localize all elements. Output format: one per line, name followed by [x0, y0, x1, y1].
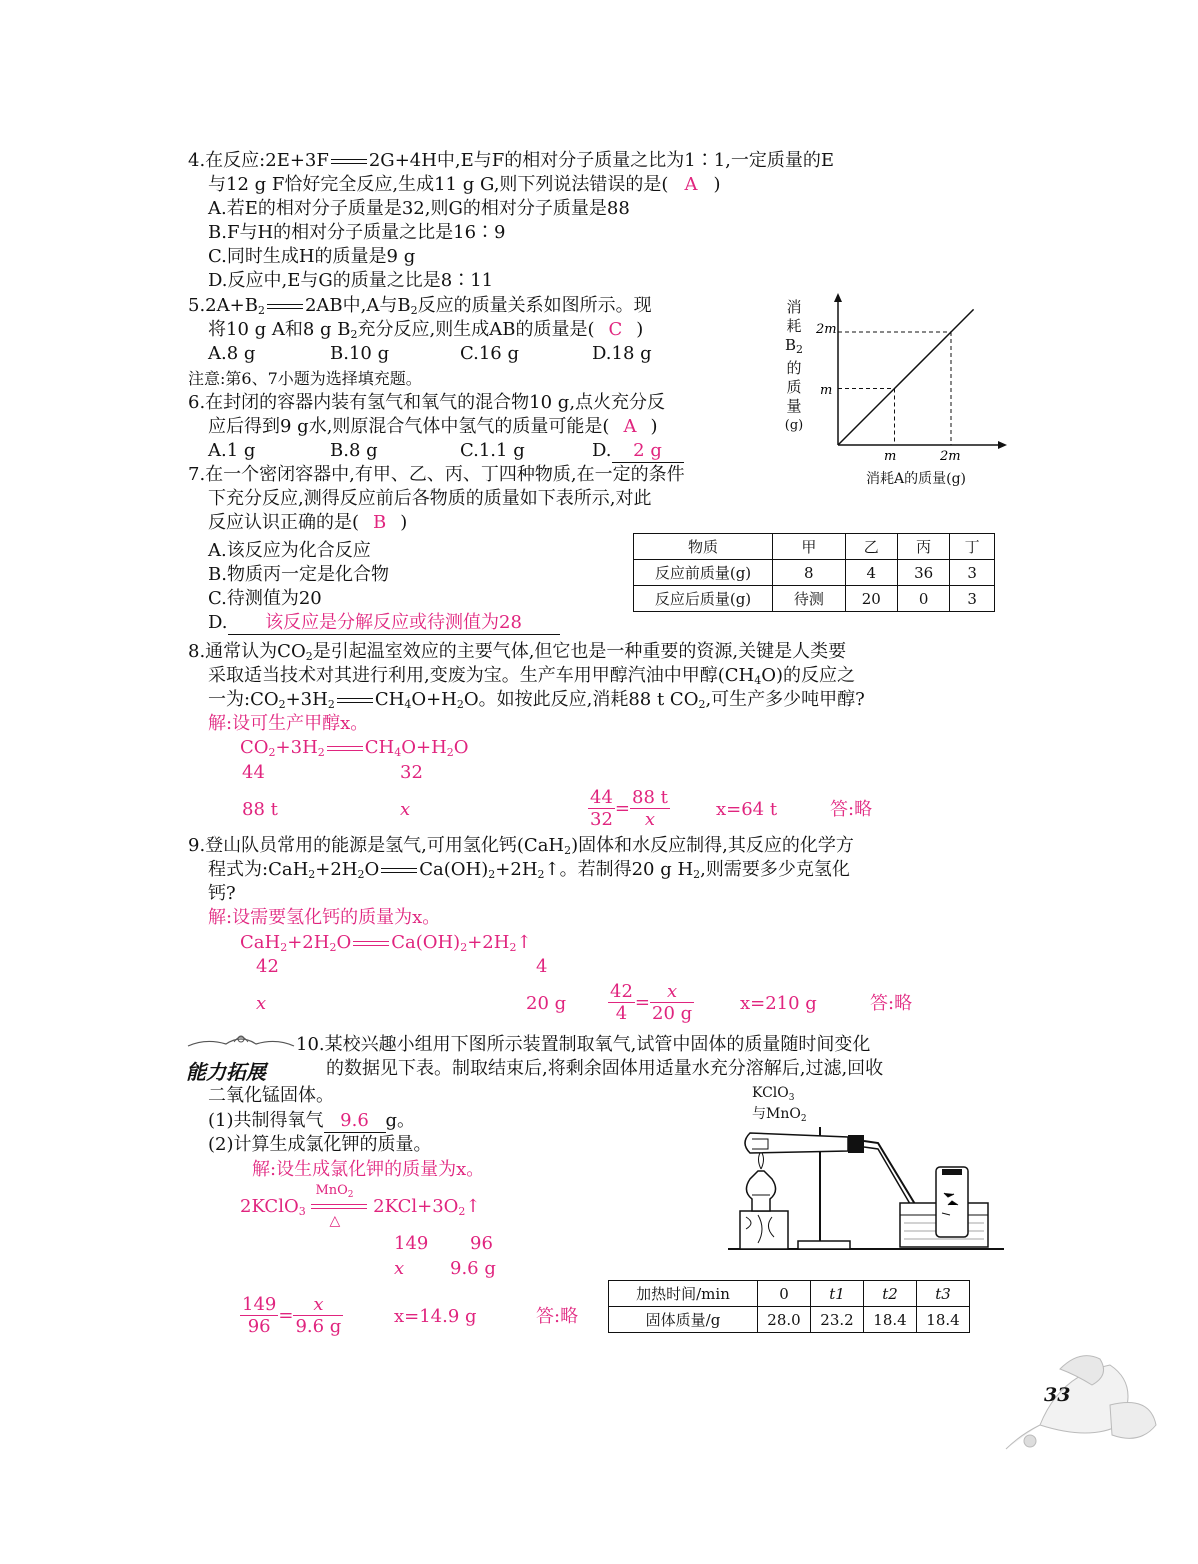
table-row: 物质 甲 乙 丙 丁	[634, 534, 995, 560]
page-number: 33	[1044, 1384, 1071, 1406]
q9-value-2: 20 g	[526, 993, 567, 1014]
q5-options: A.8 g B.10 g C.16 g D.18 g	[208, 343, 652, 364]
q10-result: x=14.9 g	[394, 1306, 477, 1327]
q10-solution-intro: 解:设生成氯化钾的质量为x。	[252, 1159, 485, 1180]
q4-answer: A	[684, 174, 698, 195]
q7-option-b: B.物质丙一定是化合物	[208, 564, 389, 585]
y-axis-label: 消 耗 $B_2$ 的 质 量 (g)	[784, 298, 804, 433]
q7-line1: 7.在一个密闭容器中,有甲、乙、丙、丁四种物质,在一定的条件	[188, 464, 685, 485]
mass-graph-svg	[780, 290, 1010, 490]
q4-option-c: C.同时生成H的质量是9 g	[208, 246, 416, 267]
q10-line3: 二氧化锰固体。	[208, 1085, 334, 1106]
x-axis-arrow	[998, 441, 1007, 449]
bell-decoration-icon	[1000, 1345, 1160, 1455]
y-tick-2m: 2m	[816, 322, 837, 337]
q4-option-d: D.反应中,E与G的质量之比是8∶11	[208, 270, 494, 291]
q9-value-1: x	[256, 993, 267, 1014]
q7-table	[633, 533, 995, 612]
q6-answer: A	[623, 416, 637, 437]
q10-proportion: $\frac{149}{96}$ = $\frac{x}{9.6 g}$	[242, 1294, 342, 1337]
q4-line2: 与12 g F恰好完全反应,生成11 g G,则下列说法错误的是( A )	[208, 174, 721, 195]
q8-answer: 答:略	[830, 799, 873, 820]
q8-value-2: x	[400, 799, 411, 820]
q6-options: A.1 g B.8 g C.1.1 g D. 2 g	[208, 440, 684, 463]
table-row: 反应后质量(g) 待测 20 0 3	[634, 586, 995, 612]
q5-line1: $5.2A+B_2$ 2AB中,A与$B_2$反应的质量关系如图所示。现	[188, 295, 652, 317]
q8-line3: 一为$:CO_2+3H_2$ $CH_4O+H_2O$。如按此反应,消耗88 t $CO_2$,可生产多少吨甲醇?	[208, 689, 865, 711]
q10-value-2: 9.6 g	[450, 1258, 496, 1279]
q4-option-b: B.F与H的相对分子质量之比是16∶9	[208, 222, 506, 243]
q8-result: x=64 t	[716, 799, 778, 820]
q9-line1: 9.登山队员常用的能源是氢气,可用氢化钙(CaH$_2$)固体和水反应制得,其反应的化学方	[188, 835, 854, 857]
q10-molar-2: 96	[470, 1233, 493, 1254]
q9-answer: 答:略	[870, 993, 913, 1014]
mass-graph	[780, 290, 1010, 490]
y-axis-arrow	[834, 293, 842, 302]
q7-option-a: A.该反应为化合反应	[208, 540, 371, 561]
series-line	[838, 309, 974, 445]
table-row: 加热时间/min 0 t1 t2 t3	[609, 1281, 970, 1307]
note: 注意:第6、7小题为选择填充题。	[188, 369, 422, 388]
x-tick-m: m	[884, 449, 897, 464]
q8-molar-2: 32	[400, 762, 423, 783]
q4-line1: 4.在反应:2E+3F 2G+4H中,E与F的相对分子质量之比为1∶1,一定质量的E	[188, 150, 835, 171]
q7-line2: 下充分反应,测得反应前后各物质的质量如下表所示,对此	[208, 488, 652, 509]
apparatus-label: KClO$_3$ 与MnO$_2$	[752, 1085, 807, 1124]
q5-answer: C	[608, 319, 623, 340]
q8-molar-1: 44	[242, 762, 265, 783]
q10-value-1: x	[394, 1258, 405, 1279]
q9-result: x=210 g	[740, 993, 817, 1014]
q10-table	[608, 1280, 970, 1333]
q8-equation: $CO_2+3H_2$ $CH_4O+H_2O$	[240, 737, 469, 759]
q9-line3: 钙?	[208, 883, 236, 904]
q4-option-a: A.若E的相对分子质量是32,则G的相对分子质量是88	[208, 198, 630, 219]
q10-answer: 答:略	[536, 1306, 579, 1327]
q8-line2: 采取适当技术对其进行利用,变废为宝。生产车用甲醇汽油中甲醇$(CH_4O)$的反应之	[208, 665, 855, 687]
q7-option-d: D. 该反应是分解反应或待测值为28	[208, 612, 560, 635]
section-ornament-icon	[186, 1030, 296, 1054]
q10-line1: 10.某校兴趣小组用下图所示装置制取氧气,试管中固体的质量随时间变化	[296, 1034, 871, 1055]
oxygen-apparatus-icon	[728, 1115, 1008, 1255]
q9-proportion: $\frac{42}{4}$ = $\frac{x}{20 g}$	[610, 981, 693, 1024]
section-title: 能力拓展	[186, 1060, 266, 1084]
q9-molar-2: 4	[536, 956, 548, 977]
q8-line1: 8.通常认为$CO_2$是引起温室效应的主要气体,但它也是一种重要的资源,关键是人类要	[188, 641, 847, 663]
q10-part1: (1)共制得氧气 9.6 g。	[208, 1110, 416, 1131]
table-row: 固体质量/g 28.0 23.2 18.4 18.4	[609, 1307, 970, 1333]
table-row: 反应前质量(g) 8 4 36 3	[634, 560, 995, 586]
x-tick-2m: 2m	[940, 449, 961, 464]
q6-line2: 应后得到9 g水,则原混合气体中氢气的质量可能是( A )	[208, 416, 658, 437]
q9-line2: 程式为$:CaH_2+2H_2O$ $Ca(OH)_2+2H_2↑$。若制得20 g $H_2$,则需要多少克氢化	[208, 859, 850, 881]
q6-line1: 6.在封闭的容器内装有氢气和氧气的混合物10 g,点火充分反	[188, 392, 666, 413]
q10-line2: 的数据见下表。制取结束后,将剩余固体用适量水充分溶解后,过滤,回收	[326, 1058, 884, 1079]
q10-molar-1: 149	[394, 1233, 429, 1254]
q10-part2: (2)计算生成氯化钾的质量。	[208, 1134, 432, 1155]
q9-solution-intro: 解:设需要氢化钙的质量为x。	[208, 907, 441, 928]
q8-solution-intro: 解:设可生产甲醇x。	[208, 713, 369, 734]
q7-answer: B	[373, 512, 387, 533]
q5-line2: 将10 g A和8 g $B_2$充分反应,则生成AB的质量是( C )	[208, 319, 644, 341]
q7-option-c: C.待测值为20	[208, 588, 322, 609]
q8-proportion: $\frac{44}{32}$ = $\frac{88 t}{x}$	[590, 787, 668, 830]
q9-equation: $CaH_2+2H_2O$ $Ca(OH)_2+2H_2↑$	[240, 932, 532, 954]
x-axis-label: 消耗A的质量(g)	[866, 471, 966, 487]
q8-value-1: 88 t	[242, 799, 278, 820]
q10-equation: 2KClO$_3$ MnO$_2$ △ $2KCl+3O_2↑$	[240, 1183, 481, 1229]
y-tick-m: m	[820, 383, 833, 398]
q7-line3: 反应认识正确的是( B )	[208, 512, 408, 533]
q9-molar-1: 42	[256, 956, 279, 977]
